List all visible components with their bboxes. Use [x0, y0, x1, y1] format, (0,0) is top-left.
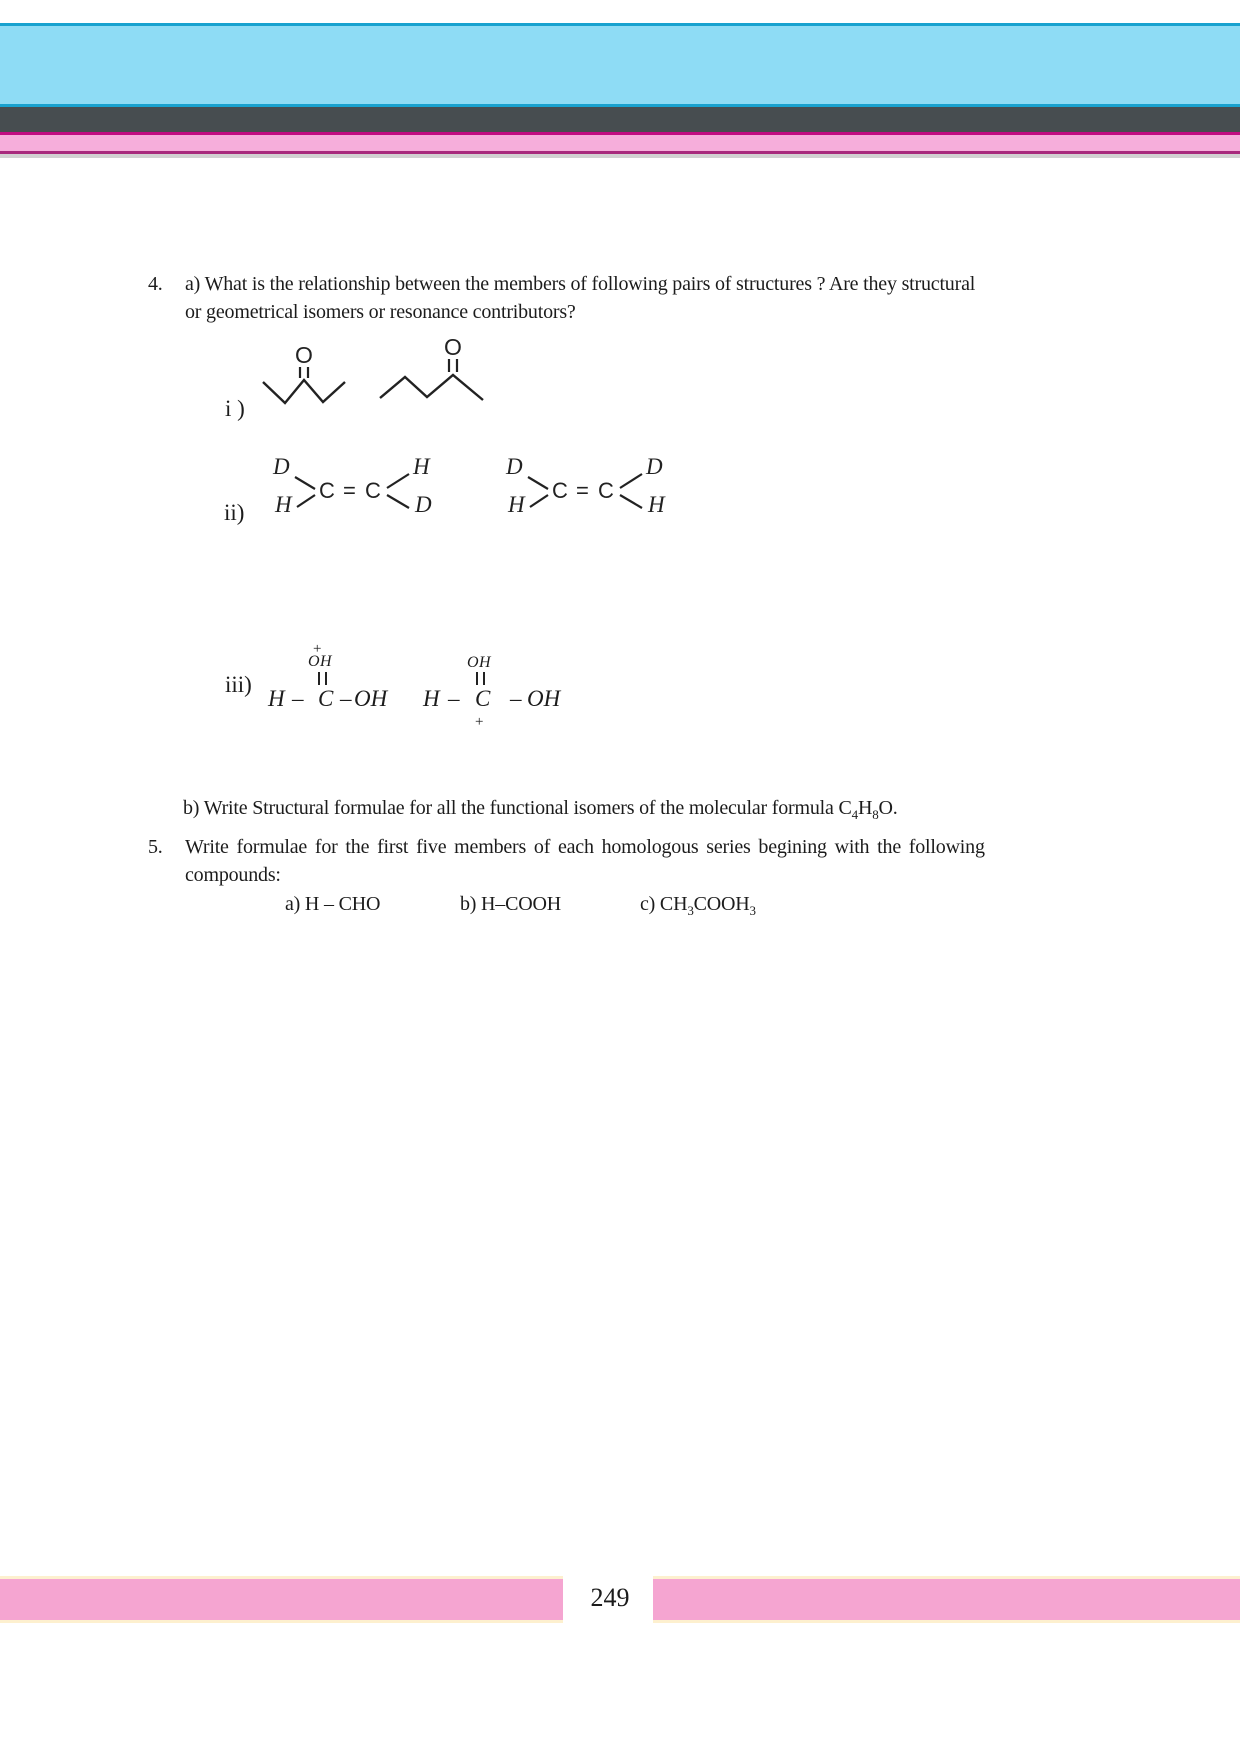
- q5-line1: Write formulae for the first five members of each homologous series begining with the following: [185, 836, 985, 858]
- q4-part-b: [183, 797, 898, 820]
- bond-dash: –: [292, 686, 304, 711]
- q4-line2: or geometrical isomers or resonance contributors?: [185, 301, 576, 323]
- hydrogen-label: H: [423, 686, 440, 711]
- footer-pink-band-left: [0, 1576, 563, 1623]
- header-dark-gray-band: [0, 107, 1240, 132]
- deuterium-label: D: [273, 454, 290, 479]
- bond-dash: –: [448, 686, 460, 711]
- double-bond-equals: =: [576, 478, 589, 503]
- option-c-prefix: c) CH: [640, 893, 688, 915]
- deuterium-label: D: [415, 492, 432, 517]
- header-pink-band: [0, 135, 1240, 151]
- footer-pink-band-right: [653, 1576, 1240, 1623]
- bond-dash: –: [340, 686, 352, 711]
- hydrogen-label: H: [508, 492, 525, 517]
- page-number: 249: [590, 1583, 630, 1612]
- resonance-structure-right: [420, 654, 580, 739]
- q5-line2: compounds:: [185, 864, 281, 886]
- carbon-label: C: [319, 478, 335, 503]
- alkene-structure-cis: [498, 450, 668, 520]
- formula-o: O.: [878, 797, 898, 819]
- carbon-label: C: [475, 686, 491, 711]
- q5-option-b: b) H–COOH: [460, 893, 561, 915]
- part-b-text: b) Write Structural formulae for all the functional isomers of the molecular formula: [183, 797, 839, 819]
- q5-option-a: a) H – CHO: [285, 893, 381, 915]
- formula-row: [262, 686, 412, 716]
- carbon-chain: [380, 375, 483, 400]
- formula-c: C: [838, 797, 852, 819]
- double-bond-icon: [476, 672, 485, 685]
- formula-row: [420, 686, 580, 716]
- q5-number: 5.: [148, 836, 163, 858]
- double-bond-equals: =: [343, 478, 356, 503]
- deuterium-label: D: [506, 454, 523, 479]
- bond-line: [620, 495, 642, 508]
- header-gray-strip: [0, 154, 1240, 158]
- hydrogen-label: H: [268, 686, 285, 711]
- q4-item-iii-label: iii): [225, 672, 252, 697]
- oh-group: OH: [354, 686, 388, 711]
- carbon-label: C: [365, 478, 381, 503]
- oxygen-atom-label: O: [295, 342, 313, 368]
- plus-charge: +: [313, 641, 322, 657]
- option-c-mid: COOH: [693, 893, 750, 915]
- oh-group: OH: [527, 686, 561, 711]
- carbon-label: C: [552, 478, 568, 503]
- oh-group-top: OH: [308, 653, 333, 670]
- header-sky-blue-band: [0, 26, 1240, 104]
- carbon-chain: [263, 380, 345, 403]
- bond-line: [387, 495, 409, 508]
- hydrogen-label: H: [413, 454, 430, 479]
- option-c-sub1: 3: [687, 903, 694, 918]
- hydrogen-label: H: [648, 492, 665, 517]
- bond-line: [295, 477, 315, 489]
- pentan-2-one-structure: [372, 335, 492, 413]
- q4-line1: a) What is the relationship between the members of following pairs of structures ? Are they structural: [185, 273, 976, 295]
- bond-line: [387, 474, 409, 488]
- double-bond-icon: [318, 672, 327, 685]
- bond-line: [528, 477, 548, 489]
- plus-charge: +: [475, 714, 484, 730]
- q5-option-c: [640, 893, 756, 916]
- option-c-sub2: 3: [749, 903, 756, 918]
- bond-dash: –: [510, 686, 522, 711]
- alkene-structure-trans: [265, 450, 435, 520]
- carbon-label: C: [318, 686, 334, 711]
- formula-sub4: 4: [851, 807, 858, 822]
- q4-item-ii-label: ii): [224, 500, 245, 525]
- formula-h: H: [857, 797, 873, 819]
- carbon-label: C: [598, 478, 614, 503]
- bond-line: [297, 495, 315, 507]
- deuterium-label: D: [646, 454, 663, 479]
- q4-item-i-label: i ): [225, 396, 245, 421]
- formula-sub8: 8: [872, 807, 879, 822]
- oxygen-atom-label: O: [444, 334, 462, 360]
- oh-group-top: OH: [467, 654, 492, 671]
- resonance-structure-left: [262, 641, 412, 724]
- bond-line: [530, 495, 548, 507]
- q4-number: 4.: [148, 273, 163, 295]
- hydrogen-label: H: [275, 492, 292, 517]
- pentan-3-one-structure: [255, 340, 355, 412]
- bond-line: [620, 474, 642, 488]
